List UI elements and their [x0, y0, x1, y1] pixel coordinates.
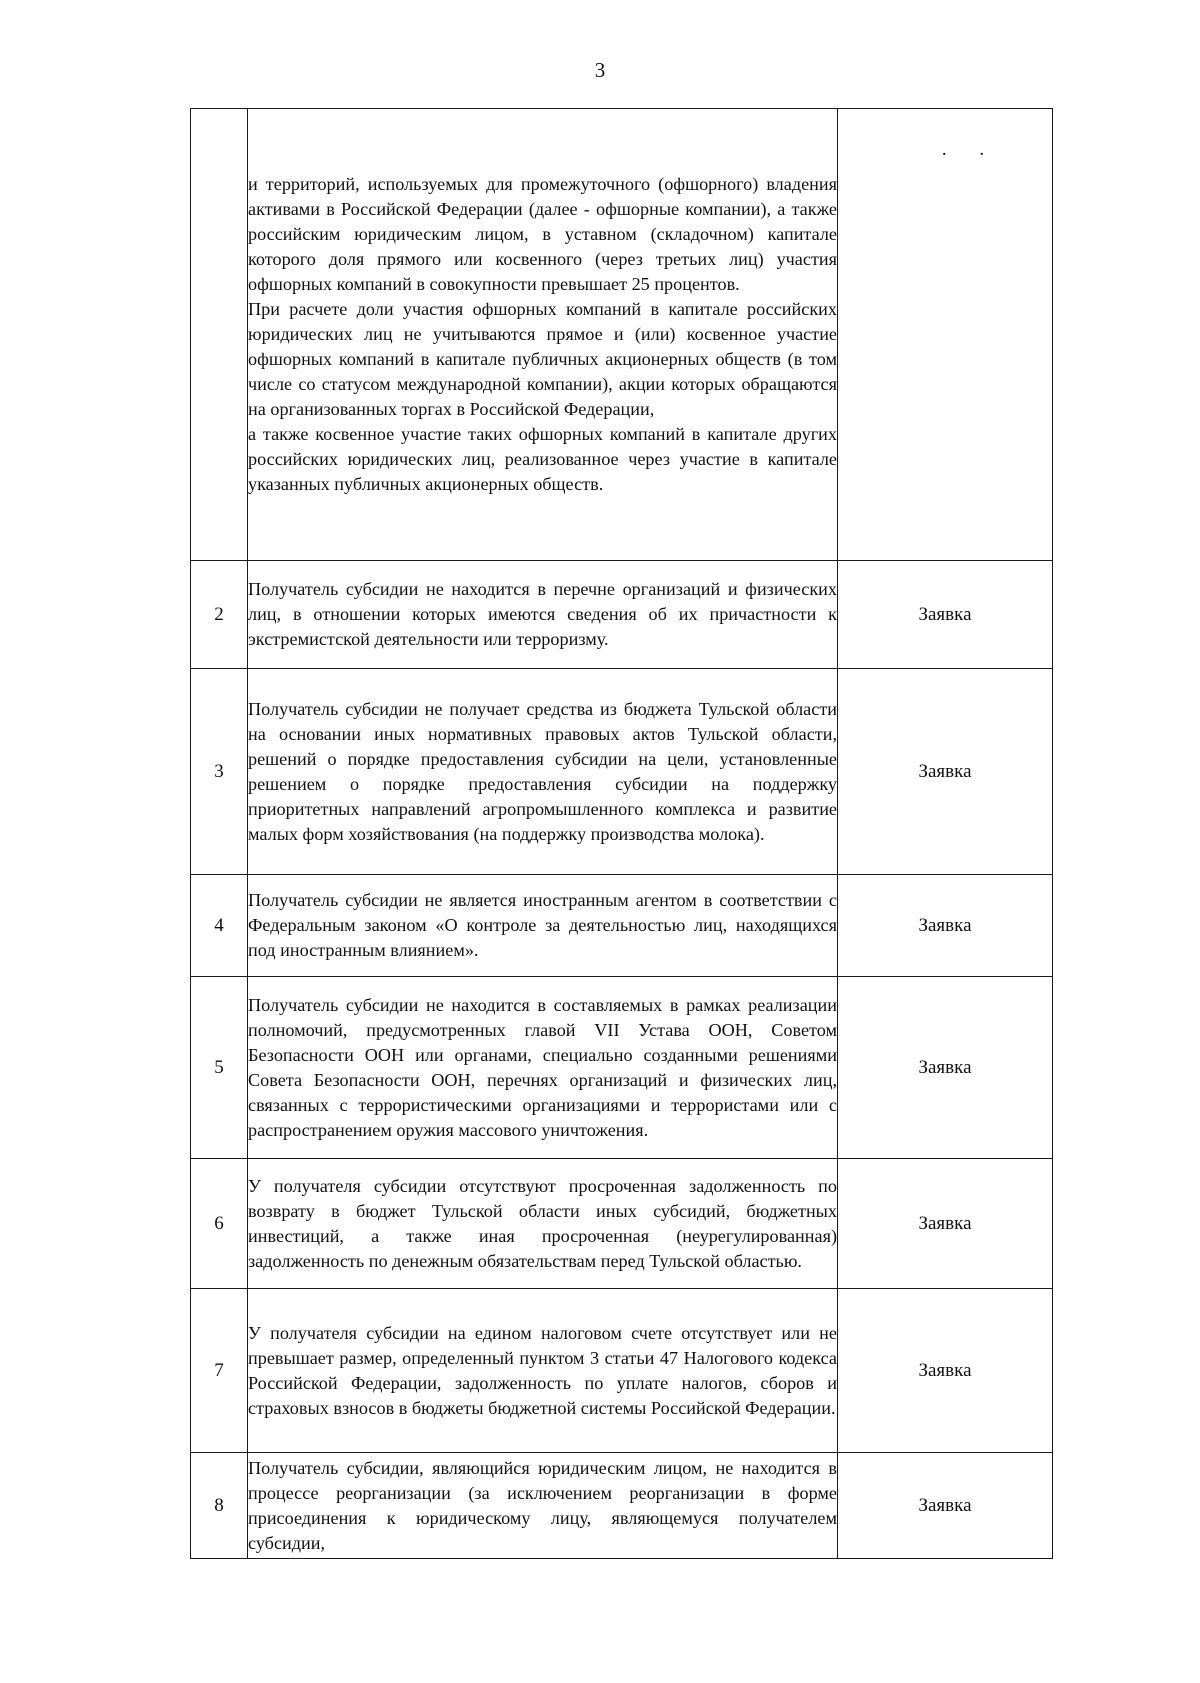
row-number: 7: [191, 1289, 248, 1453]
table-row: [191, 977, 1053, 1159]
requirement-text: [248, 1289, 838, 1453]
table-row: [191, 1453, 1053, 1559]
requirement-paragraph: Получатель субсидии, являющийся юридическим лицом, не находится в процессе реорганизации (за исключением реорганизации в форме присоединения к юридическому лицу, являющемуся получателем субсидии,: [248, 1457, 837, 1553]
document-cell: Заявка: [838, 1289, 1053, 1453]
requirement-text: [248, 875, 838, 977]
document-cell: Заявка: [838, 977, 1053, 1159]
table-row: [191, 561, 1053, 669]
row-number: 2: [191, 561, 248, 669]
requirement-paragraph: При расчете доли участия офшорных компаний в капитале российских юридических лиц не учитываются прямое и (или) косвенное участие офшорных компаний в капитале публичных акционерных обществ (в том числе со статусом международной компании), акции которых обращаются на организованных торгах в Российской Федерации,: [248, 299, 837, 419]
page-number: 3: [594, 58, 606, 82]
requirement-text: [248, 1453, 838, 1559]
document-cell: [838, 109, 1053, 561]
row-number: 5: [191, 977, 248, 1159]
document-cell: Заявка: [838, 561, 1053, 669]
requirement-paragraph: Получатель субсидии не получает средства из бюджета Тульской области на основании иных нормативных правовых актов Тульской области, решений о порядке предоставления субсидии на цели, установленные решением о порядке предоставления субсидии на поддержку приоритетных направлений агропромышленного комплекса и развитие малых форм хозяйствования (на поддержку производства молока).: [248, 698, 837, 844]
stray-marks: . .: [941, 138, 999, 160]
requirement-text: [248, 977, 838, 1159]
row-number: 3: [191, 669, 248, 875]
requirement-paragraph: У получателя субсидии на едином налоговом счете отсутствует или не превышает размер, определенный пунктом 3 статьи 47 Налогового кодекса Российской Федерации, задолженность по уплате налогов, сборов и страховых взносов в бюджеты бюджетной системы Российской Федерации.: [248, 1322, 837, 1418]
table-row: [191, 109, 1053, 561]
requirement-text: [248, 669, 838, 875]
table-row: [191, 1159, 1053, 1289]
table-row: [191, 1289, 1053, 1453]
requirement-text: [248, 1159, 838, 1289]
document-cell: Заявка: [838, 669, 1053, 875]
row-number: [191, 109, 248, 561]
requirements-table: [190, 108, 1053, 1559]
document-cell: Заявка: [838, 875, 1053, 977]
requirement-paragraph: Получатель субсидии не является иностранным агентом в соответствии с Федеральным законом «О контроле за деятельностью лиц, находящихся под иностранным влиянием».: [248, 890, 837, 960]
requirement-paragraph: и территорий, используемых для промежуточного (офшорного) владения активами в Российской Федерации (далее - офшорные компании), а также российским юридическим лицом, в уставном (складочном) капитале которого доля прямого или косвенного (через третьих лиц) участия офшорных компаний в совокупности превышает 25 процентов.: [248, 174, 837, 294]
table-row: [191, 669, 1053, 875]
table-row: [191, 875, 1053, 977]
requirement-paragraph: У получателя субсидии отсутствуют просроченная задолженность по возврату в бюджет Тульской области иных субсидий, бюджетных инвестиций, а также иная просроченная (неурегулированная) задолженность по денежным обязательствам перед Тульской областью.: [248, 1175, 837, 1271]
row-number: 4: [191, 875, 248, 977]
document-cell: Заявка: [838, 1453, 1053, 1559]
row-number: 6: [191, 1159, 248, 1289]
row-number: 8: [191, 1453, 248, 1559]
requirement-paragraph: а также косвенное участие таких офшорных компаний в капитале других российских юридических лиц, реализованное через участие в капитале указанных публичных акционерных обществ.: [248, 424, 837, 494]
requirement-text: [248, 561, 838, 669]
requirement-paragraph: Получатель субсидии не находится в перечне организаций и физических лиц, в отношении которых имеются сведения об их причастности к экстремистской деятельности или терроризму.: [248, 579, 837, 649]
document-cell: Заявка: [838, 1159, 1053, 1289]
requirement-text: [248, 109, 838, 561]
requirement-paragraph: Получатель субсидии не находится в составляемых в рамках реализации полномочий, предусмотренных главой VII Устава ООН, Советом Безопасности ООН или органами, специально созданными решениями Совета Безопасности ООН, перечнях организаций и физических лиц, связанных с террористическими организациями и террористами или с распространением оружия массового уничтожения.: [248, 994, 837, 1140]
